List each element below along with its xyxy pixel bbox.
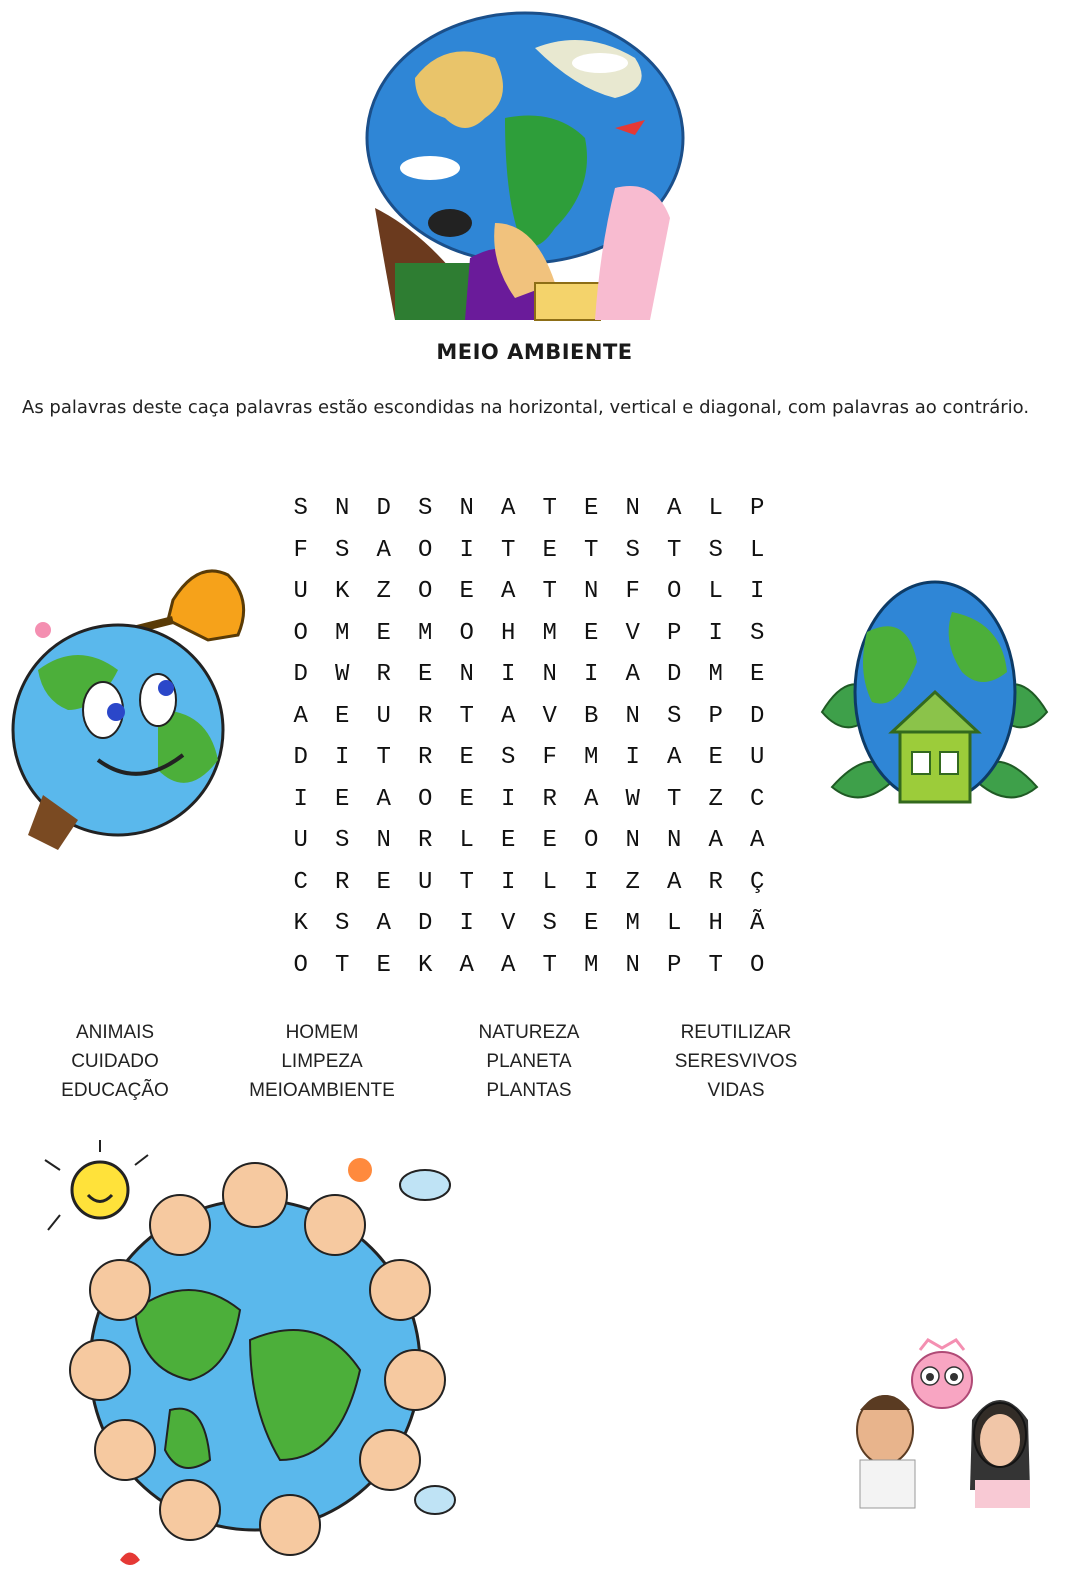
- grid-letter: S: [750, 619, 765, 647]
- grid-letter: T: [459, 702, 474, 730]
- grid-letter: M: [625, 910, 640, 937]
- word-list-column-2: [217, 1018, 427, 1105]
- grid-letter: E: [542, 827, 557, 854]
- grid-letter: N: [625, 495, 640, 522]
- grid-letter: R: [418, 744, 433, 771]
- grid-letter: E: [376, 951, 391, 979]
- grid-letter: T: [667, 536, 682, 564]
- grid-letter: O: [750, 951, 765, 979]
- grid-letter: N: [625, 827, 640, 854]
- grid-letter: O: [418, 578, 433, 605]
- grid-letter: T: [501, 536, 516, 564]
- grid-letter: H: [708, 910, 723, 937]
- grid-letter: E: [335, 785, 350, 813]
- grid-letter: N: [376, 827, 391, 854]
- grid-letter: O: [667, 578, 682, 605]
- grid-letter: A: [376, 785, 391, 813]
- word-item: CUIDADO: [71, 1051, 159, 1072]
- grid-letter: Ã: [750, 910, 765, 937]
- grid-letter: E: [418, 661, 433, 688]
- grid-letter: A: [501, 702, 516, 730]
- grid-letter: E: [542, 536, 557, 564]
- grid-letter: K: [293, 910, 308, 937]
- word-item: EDUCAÇÃO: [61, 1080, 169, 1101]
- grid-letter: C: [750, 785, 765, 813]
- grid-letter: A: [376, 536, 391, 564]
- grid-letter: I: [293, 785, 308, 813]
- grid-letter: L: [542, 868, 557, 896]
- word-search-grid: [280, 488, 780, 988]
- word-item: SERESVIVOS: [674, 1051, 798, 1072]
- grid-letter: E: [335, 702, 350, 730]
- word-item: LIMPEZA: [281, 1051, 363, 1072]
- word-item: REUTILIZAR: [680, 1022, 792, 1043]
- grid-letter: A: [501, 495, 516, 522]
- grid-letter: K: [418, 951, 433, 979]
- grid-letter: E: [376, 619, 391, 647]
- grid-letter: N: [459, 661, 474, 688]
- word-item: NATUREZA: [478, 1022, 580, 1043]
- grid-letter: A: [667, 495, 682, 522]
- word-list-column-1: [10, 1018, 220, 1105]
- grid-letter: N: [625, 702, 640, 730]
- grid-letter: Z: [376, 578, 391, 605]
- grid-letter: M: [584, 951, 599, 979]
- grid-letter: T: [542, 578, 557, 605]
- grid-letter: S: [335, 536, 350, 564]
- grid-letter: U: [376, 702, 391, 730]
- grid-letter: M: [542, 619, 557, 647]
- grid-letter: L: [708, 495, 723, 522]
- word-list-column-3: [424, 1018, 634, 1105]
- grid-letter: O: [584, 827, 599, 854]
- grid-letter: V: [542, 702, 557, 730]
- grid-letter: A: [376, 910, 391, 937]
- grid-letter: S: [667, 702, 682, 730]
- grid-letter: I: [335, 744, 350, 771]
- grid-letter: I: [708, 619, 723, 647]
- grid-letter: R: [708, 868, 723, 896]
- grid-letter: N: [335, 495, 350, 522]
- children-around-globe-illustration: [40, 1140, 470, 1570]
- grid-letter: S: [335, 827, 350, 854]
- grid-letter: E: [750, 661, 765, 688]
- grid-letter: A: [501, 578, 516, 605]
- grid-letter: A: [667, 868, 682, 896]
- grid-letter: P: [667, 951, 682, 979]
- grid-letter: R: [542, 785, 557, 813]
- grid-letter: H: [501, 619, 516, 647]
- grid-letter: A: [501, 951, 516, 979]
- grid-letter: O: [418, 785, 433, 813]
- grid-letter: T: [335, 951, 350, 979]
- grid-letter: R: [335, 868, 350, 896]
- grid-letter: E: [501, 827, 516, 854]
- grid-letter: U: [750, 744, 765, 771]
- grid-letter: E: [459, 785, 474, 813]
- grid-letter: N: [584, 578, 599, 605]
- grid-letter: A: [459, 951, 474, 979]
- grid-letter: S: [542, 910, 557, 937]
- page-title: MEIO AMBIENTE: [436, 340, 633, 364]
- grid-letter: D: [293, 661, 308, 688]
- grid-letter: P: [708, 702, 723, 730]
- grid-letter: I: [501, 868, 516, 896]
- grid-letter: T: [376, 744, 391, 771]
- grid-letter: O: [293, 951, 308, 979]
- grid-letter: T: [667, 785, 682, 813]
- grid-letter: B: [584, 702, 599, 730]
- grid-letter: L: [459, 827, 474, 854]
- grid-letter: I: [584, 661, 599, 688]
- grid-letter: N: [459, 495, 474, 522]
- grid-letter: S: [293, 495, 308, 522]
- grid-letter: L: [750, 536, 765, 564]
- grid-letter: A: [584, 785, 599, 813]
- grid-letter: S: [708, 536, 723, 564]
- grid-letter: O: [293, 619, 308, 647]
- grid-letter: Z: [708, 785, 723, 813]
- grid-letter: E: [376, 868, 391, 896]
- grid-letter: R: [376, 661, 391, 688]
- grid-letter: N: [625, 951, 640, 979]
- grid-letter: W: [335, 661, 350, 688]
- word-item: HOMEM: [285, 1022, 359, 1043]
- grid-letter: F: [542, 744, 557, 771]
- grid-letter: F: [625, 578, 640, 605]
- grid-letter: V: [501, 910, 516, 937]
- grid-letter: D: [376, 495, 391, 522]
- grid-letter: L: [667, 910, 682, 937]
- grid-letter: Z: [625, 868, 640, 896]
- grid-letter: S: [418, 495, 433, 522]
- word-list-column-4: [631, 1018, 841, 1105]
- grid-letter: M: [418, 619, 433, 647]
- grid-letter: E: [459, 744, 474, 771]
- grid-letter: D: [293, 744, 308, 771]
- grid-letter: E: [708, 744, 723, 771]
- watering-globe-illustration: [8, 560, 253, 850]
- grid-letter: A: [293, 702, 308, 730]
- grid-letter: A: [750, 827, 765, 854]
- grid-letter: E: [584, 495, 599, 522]
- grid-letter: R: [418, 702, 433, 730]
- globe-hands-illustration: [355, 8, 695, 320]
- grid-letter: M: [335, 619, 350, 647]
- grid-letter: S: [335, 910, 350, 937]
- grid-letter: N: [542, 661, 557, 688]
- grid-letter: S: [501, 744, 516, 771]
- grid-letter: C: [293, 868, 308, 896]
- grid-letter: V: [625, 619, 640, 647]
- grid-letter: U: [293, 578, 308, 605]
- grid-letter: Ç: [750, 868, 765, 896]
- grid-letter: F: [293, 536, 308, 564]
- grid-letter: E: [584, 910, 599, 937]
- grid-letter: D: [667, 661, 682, 688]
- grid-letter: T: [708, 951, 723, 979]
- grid-letter: U: [418, 868, 433, 896]
- grid-letter: I: [501, 785, 516, 813]
- grid-letter: I: [459, 910, 474, 937]
- grid-letter: I: [625, 744, 640, 771]
- instructions-text: As palavras deste caça palavras estão escondidas na horizontal, vertical e diagonal, com palavras ao contrário.: [22, 397, 1030, 418]
- grid-letter: K: [335, 578, 350, 605]
- grid-letter: W: [625, 785, 640, 813]
- grid-letter: T: [584, 536, 599, 564]
- grid-letter: T: [542, 495, 557, 522]
- word-item: VIDAS: [707, 1080, 765, 1101]
- grid-letter: S: [625, 536, 640, 564]
- grid-letter: O: [418, 536, 433, 564]
- grid-letter: A: [625, 661, 640, 688]
- word-item: PLANTAS: [486, 1080, 572, 1101]
- grid-letter: R: [418, 827, 433, 854]
- grid-letter: L: [708, 578, 723, 605]
- word-item: MEIOAMBIENTE: [249, 1080, 395, 1101]
- grid-letter: I: [501, 661, 516, 688]
- grid-letter: I: [584, 868, 599, 896]
- grid-letter: U: [293, 827, 308, 854]
- owl-teachers-logo: [850, 1340, 1035, 1510]
- grid-letter: P: [667, 619, 682, 647]
- grid-letter: M: [584, 744, 599, 771]
- grid-letter: I: [459, 536, 474, 564]
- grid-letter: A: [708, 827, 723, 854]
- word-item: ANIMAIS: [75, 1022, 155, 1043]
- grid-letter: A: [667, 744, 682, 771]
- grid-letter: E: [459, 578, 474, 605]
- grid-letter: D: [418, 910, 433, 937]
- grid-letter: D: [750, 702, 765, 730]
- grid-letter: P: [750, 495, 765, 522]
- grid-letter: M: [708, 661, 723, 688]
- grid-letter: E: [584, 619, 599, 647]
- grid-letter: N: [667, 827, 682, 854]
- grid-letter: O: [459, 619, 474, 647]
- grid-letter: T: [459, 868, 474, 896]
- grid-letter: I: [750, 578, 765, 605]
- grid-letter: T: [542, 951, 557, 979]
- globe-house-illustration: [812, 572, 1057, 827]
- word-item: PLANETA: [486, 1051, 572, 1072]
